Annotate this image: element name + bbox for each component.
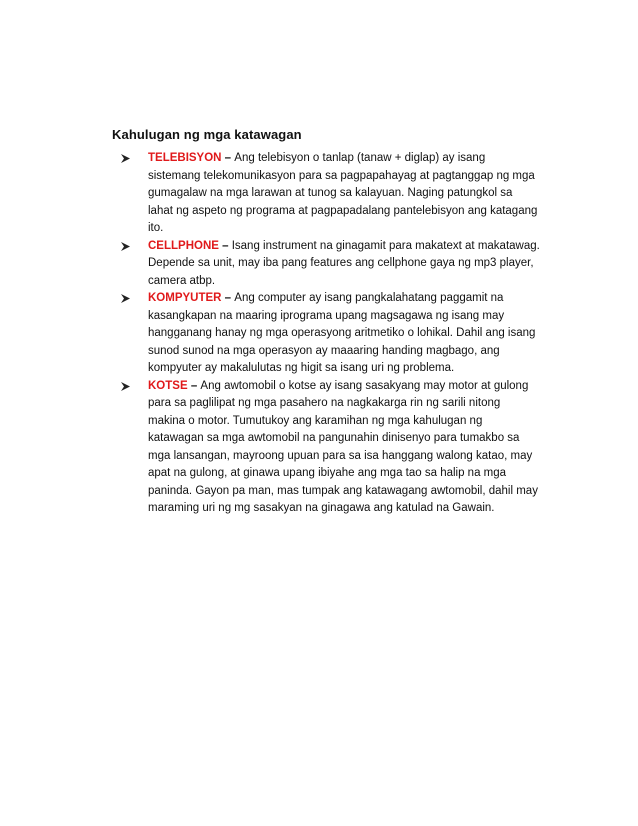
arrowhead-bullet-icon <box>120 378 134 396</box>
term-separator: – <box>187 379 201 392</box>
term-label: KOMPYUTER <box>148 292 222 304</box>
term-label: CELLPHONE <box>148 239 219 252</box>
definition-list <box>120 150 540 518</box>
term-definition: Ang telebisyon o tanlap (tanaw + diglap) ay isang sistemang telekomunikasyon para sa pagpapahayag at pagtanggap ng mga gumagalaw na mga larawan at tunog sa kalayuan. Naging patungkol sa lahat ng aspeto ng programa at pagpapadalang pantelebisyon ang katagang ito. <box>148 152 538 234</box>
list-item-telebisyon <box>120 150 540 238</box>
term-separator: – <box>221 152 235 164</box>
term-definition: Ang computer ay isang pangkalahatang paggamit na kasangkapan na maaring iprograma upang magsagawa ng isang may hangganang hanay ng mga operasyong aritmetiko o lohikal. Dahil ang isang sunod sunod na mga operasyon ay maaaring handing magbago, ang kompyuter ay makalulutas ng higit sa isang uri ng problema. <box>148 292 536 374</box>
arrowhead-bullet-icon <box>120 150 134 168</box>
list-item-kotse <box>120 378 540 518</box>
list-item-kompyuter <box>120 290 540 378</box>
term-label: KOTSE <box>148 379 188 392</box>
section-heading: Kahulugan ng mga katawagan <box>112 127 302 142</box>
term-label: TELEBISYON <box>148 152 222 164</box>
term-separator: – <box>218 239 232 252</box>
term-separator: – <box>221 292 235 304</box>
arrowhead-bullet-icon <box>120 238 134 256</box>
term-definition: Isang instrument na ginagamit para makatext at makatawag. Depende sa unit, may iba pang features ang cellphone gaya ng mp3 player, camera atbp. <box>148 239 540 287</box>
term-definition: Ang awtomobil o kotse ay isang sasakyang may motor at gulong para sa paglilipat ng mga pasahero na nagkakarga rin ng sarili nitong makina o motor. Tumutukoy ang karamihan ng mga kahulugan ng katawagan sa mga awtomobil na pangunahin dinisenyo para tumakbo sa mga lansangan, mayroong upuan para sa isa hanggang walong katao, may apat na gulong, at ginawa upang ibiyahe ang mga tao sa halip na mga paninda. Gayon pa man, mas tumpak ang katawagang awtomobil, dahil may maraming uri ng mg sasakyan na ginagawa ang katulad na Gawain. <box>148 379 538 514</box>
list-item-cellphone <box>120 238 540 291</box>
arrowhead-bullet-icon <box>120 290 134 308</box>
